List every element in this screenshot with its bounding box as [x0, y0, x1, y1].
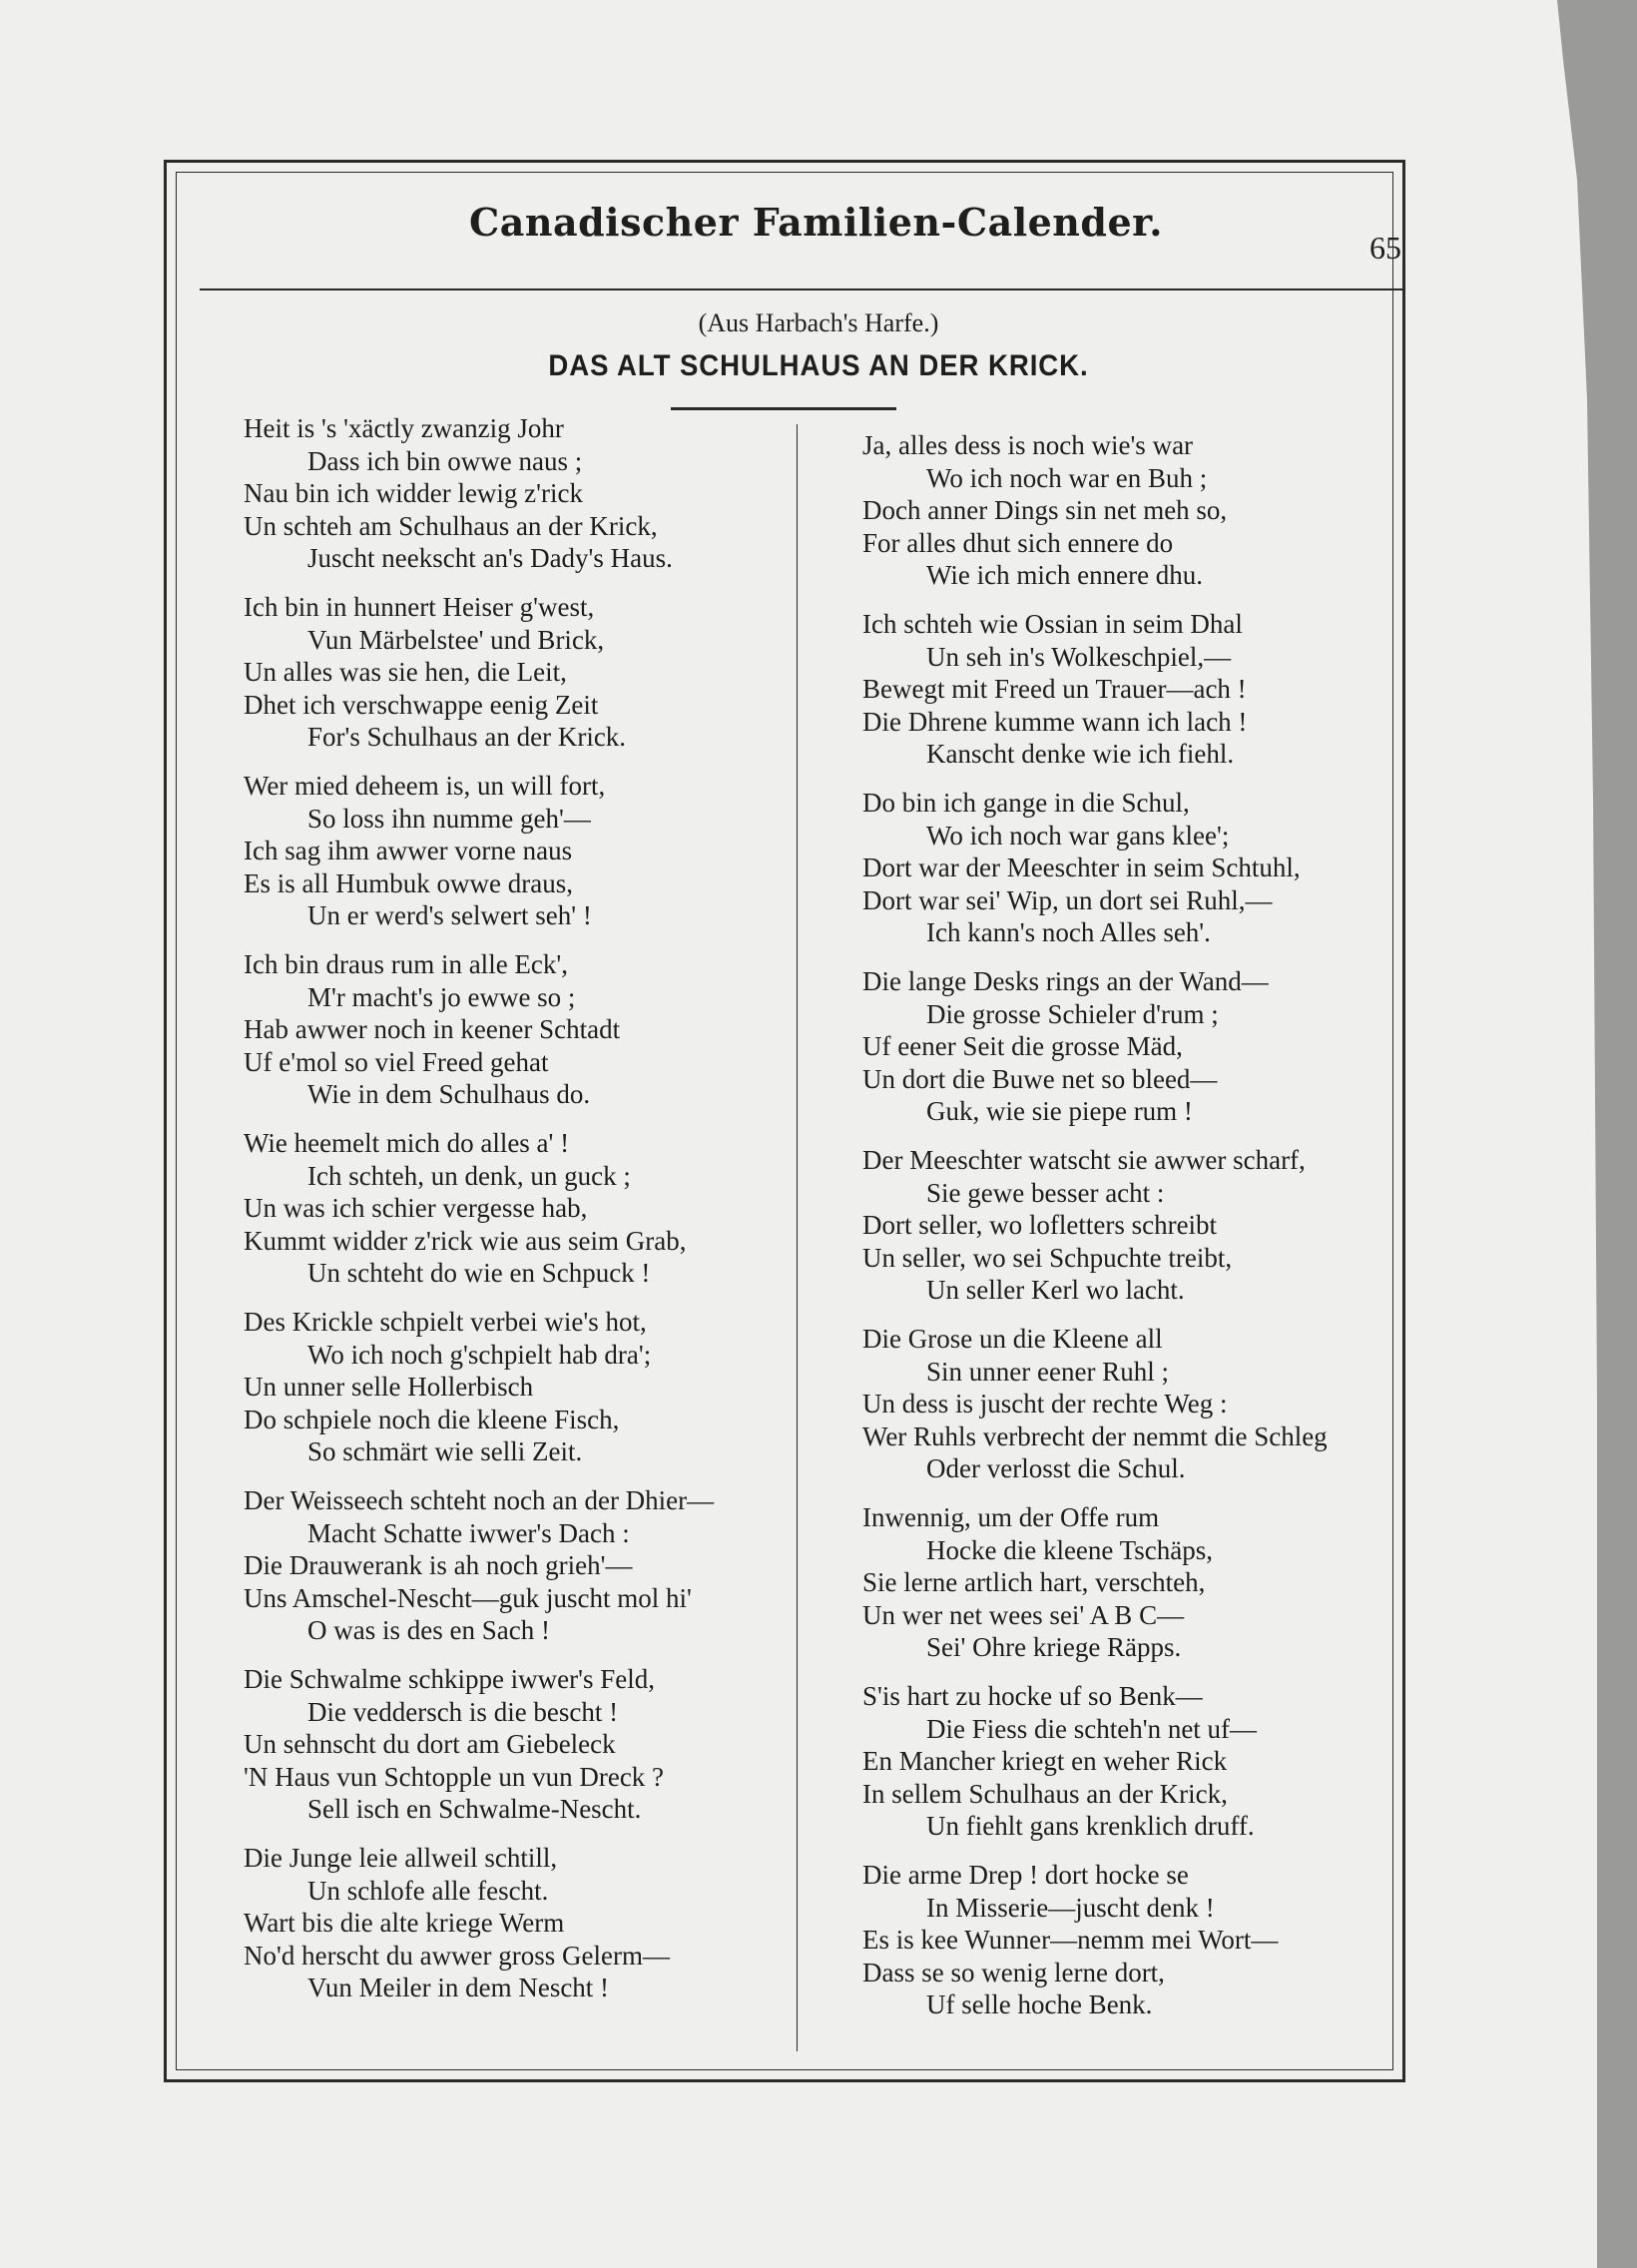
stanza: [244, 770, 783, 932]
stanza: [244, 412, 783, 575]
poem-line: Der Meeschter watscht sie awwer scharf,: [862, 1145, 1306, 1175]
poem-line: Die Junge leie allweil schtill,: [244, 1843, 558, 1873]
stanza: [244, 948, 783, 1111]
poem-line: Ja, alles dess is noch wie's war: [862, 430, 1194, 460]
poem-line: Der Weisseech schteht noch an der Dhier—: [244, 1485, 715, 1515]
stanza: [862, 429, 1401, 592]
poem-line: Es is all Humbuk owwe draus,: [244, 867, 573, 898]
poem-line: Oder verlosst die Schul.: [926, 1453, 1186, 1483]
poem-line: Macht Schatte iwwer's Dach :: [307, 1517, 630, 1548]
poem-line: Es is kee Wunner—nemm mei Wort—: [862, 1925, 1279, 1955]
poem-line: Die arme Drep ! dort hocke se: [862, 1860, 1189, 1890]
poem-line: Juscht neekscht an's Dady's Haus.: [307, 543, 673, 573]
poem-line: Wie ich mich ennere dhu.: [926, 560, 1204, 590]
poem-line: Un seller, wo sei Schpuchte treibt,: [862, 1242, 1233, 1273]
poem-line: Ich bin in hunnert Heiser g'west,: [244, 592, 595, 622]
poem-line: Ich bin draus rum in alle Eck',: [244, 949, 569, 979]
poem-line: Hab awwer noch in keener Schtadt: [244, 1014, 621, 1044]
poem-line: Bewegt mit Freed un Trauer—ach !: [862, 674, 1247, 704]
poem-line: Ich kann's noch Alles seh'.: [926, 917, 1211, 947]
poem-line: O was is des en Sach !: [307, 1615, 550, 1645]
poem-line: Dort seller, wo lofletters schreibt: [862, 1210, 1218, 1240]
poem-line: Un wer net wees sei' A B C—: [862, 1599, 1185, 1630]
poem-line: Un seh in's Wolkeschpiel,—: [926, 641, 1232, 672]
stanza: [862, 608, 1401, 771]
poem-left-column: [244, 412, 783, 2020]
poem-line: For's Schulhaus an der Krick.: [307, 722, 627, 752]
poem-line: Heit is 's 'xäctly zwanzig Johr: [244, 413, 564, 443]
poem-line: Die Dhrene kumme wann ich lach !: [862, 706, 1248, 737]
poem-line: Die Grose un die Kleene all: [862, 1324, 1163, 1354]
poem-line: Wer mied deheem is, un will fort,: [244, 771, 606, 801]
column-divider: [797, 424, 798, 2051]
poem-line: Wo ich noch war en Buh ;: [926, 462, 1208, 493]
poem-line: Des Krickle schpielt verbei wie's hot,: [244, 1307, 647, 1337]
poem-line: Doch anner Dings sin net meh so,: [862, 495, 1228, 525]
poem-line: Dhet ich verschwappe eenig Zeit: [244, 689, 599, 720]
stanza: [244, 1306, 783, 1468]
header-rule: [200, 288, 1405, 290]
poem-line: Un fiehlt gans krenklich druff.: [926, 1811, 1255, 1841]
poem-line: Un dess is juscht der rechte Weg :: [862, 1389, 1228, 1418]
poem-line: Guk, wie sie piepe rum !: [926, 1096, 1193, 1126]
poem-line: 'N Haus vun Schtopple un vun Dreck ?: [244, 1761, 665, 1792]
poem-line: Un alles was sie hen, die Leit,: [244, 657, 567, 687]
poem-line: Uns Amschel-Nescht—guk juscht mol hi': [244, 1582, 692, 1613]
poem-line: Un was ich schier vergesse hab,: [244, 1193, 588, 1223]
stanza: [862, 1323, 1401, 1485]
poem-line: Sie lerne artlich hart, verschteh,: [862, 1567, 1206, 1597]
poem-line: Un schteht do wie en Schpuck !: [307, 1258, 651, 1288]
page-number: 65: [1369, 230, 1401, 266]
poem-line: Sei' Ohre kriege Räpps.: [926, 1632, 1182, 1662]
poem-line: Un seller Kerl wo lacht.: [926, 1275, 1185, 1305]
stanza: [244, 1127, 783, 1290]
running-header-title: Canadischer Familien-Calender.: [469, 200, 1163, 245]
poem-line: Wer Ruhls verbrecht der nemmt die Schleg: [862, 1420, 1328, 1451]
stanza: [862, 965, 1401, 1128]
stanza: [862, 787, 1401, 949]
poem-line: Vun Märbelstee' und Brick,: [307, 624, 605, 655]
poem-line: Wo ich noch war gans klee';: [926, 820, 1230, 850]
poem-line: Inwennig, um der Offe rum: [862, 1502, 1160, 1532]
poem-line: Dass ich bin owwe naus ;: [307, 445, 583, 476]
poem-line: Ich schteh, un denk, un guck ;: [307, 1160, 631, 1191]
poem-line: Die Schwalme schkippe iwwer's Feld,: [244, 1664, 656, 1694]
poem-line: Die Fiess die schteh'n net uf—: [926, 1713, 1258, 1744]
poem-line: Un er werd's selwert seh' !: [307, 900, 592, 930]
poem-line: M'r macht's jo ewwe so ;: [307, 981, 576, 1012]
poem-line: Kummt widder z'rick wie aus seim Grab,: [244, 1225, 687, 1256]
poem-line: Wart bis die alte kriege Werm: [244, 1908, 565, 1938]
poem-line: Un unner selle Hollerbisch: [244, 1372, 534, 1402]
poem-line: Un schlofe alle fescht.: [307, 1875, 549, 1906]
poem-title: DAS ALT SCHULHAUS AN DER KRICK.: [548, 349, 1089, 382]
poem-right-column: [862, 429, 1401, 2037]
stanza: [244, 591, 783, 754]
stanza: [244, 1484, 783, 1647]
poem-line: Wo ich noch g'schpielt hab dra';: [307, 1339, 652, 1370]
title-rule: [671, 407, 896, 410]
stanza: [244, 1663, 783, 1826]
poem-line: For alles dhut sich ennere do: [862, 527, 1174, 558]
poem-line: Vun Meiler in dem Nescht !: [307, 1973, 610, 2002]
poem-line: Sin unner eener Ruhl ;: [926, 1356, 1169, 1387]
poem-line: Die Drauwerank is ah noch grieh'—: [244, 1550, 633, 1580]
poem-line: Uf eener Seit die grosse Mäd,: [862, 1031, 1183, 1061]
stanza: [862, 1144, 1401, 1307]
poem-line: Dort war sei' Wip, un dort sei Ruhl,—: [862, 884, 1273, 915]
poem-line: Uf e'mol so viel Freed gehat: [244, 1046, 549, 1077]
poem-line: En Mancher kriegt en weher Rick: [862, 1746, 1228, 1776]
poem-line: Die veddersch is die bescht !: [307, 1696, 619, 1727]
stanza: [244, 1842, 783, 2004]
poem-line: So loss ihn numme geh'—: [307, 803, 591, 834]
poem-line: Hocke die kleene Tschäps,: [926, 1534, 1214, 1565]
poem-line: Wie heemelt mich do alles a' !: [244, 1128, 570, 1158]
poem-line: Dass se so wenig lerne dort,: [862, 1957, 1165, 1987]
stanza: [862, 1501, 1401, 1664]
poem-line: Die lange Desks rings an der Wand—: [862, 966, 1269, 996]
poem-line: No'd herscht du awwer gross Gelerm—: [244, 1940, 671, 1971]
poem-line: Die grosse Schieler d'rum ;: [926, 998, 1219, 1029]
poem-line: Uf selle hoche Benk.: [926, 1989, 1153, 2019]
poem-line: Wie in dem Schulhaus do.: [307, 1079, 591, 1109]
poem-line: Kanscht denke wie ich fiehl.: [926, 739, 1235, 769]
stanza: [862, 1680, 1401, 1843]
poem-source: (Aus Harbach's Harfe.): [698, 308, 939, 337]
poem-line: Do bin ich gange in die Schul,: [862, 788, 1190, 818]
poem-line: In Misserie—juscht denk !: [926, 1892, 1215, 1923]
poem-line: S'is hart zu hocke uf so Benk—: [862, 1681, 1203, 1711]
poem-line: Nau bin ich widder lewig z'rick: [244, 478, 584, 508]
poem-line: Ich schteh wie Ossian in seim Dhal: [862, 609, 1243, 639]
poem-line: Dort war der Meeschter in seim Schtuhl,: [862, 852, 1301, 882]
stanza: [862, 1859, 1401, 2021]
poem-line: Un sehnscht du dort am Giebeleck: [244, 1729, 616, 1759]
poem-line: Do schpiele noch die kleene Fisch,: [244, 1404, 620, 1434]
poem-line: Sell isch en Schwalme-Nescht.: [307, 1794, 642, 1824]
poem-line: Un schteh am Schulhaus an der Krick,: [244, 510, 658, 541]
poem-line: In sellem Schulhaus an der Krick,: [862, 1778, 1228, 1809]
poem-line: Un dort die Buwe net so bleed—: [862, 1063, 1218, 1094]
poem-line: Ich sag ihm awwer vorne naus: [244, 836, 573, 865]
poem-line: So schmärt wie selli Zeit.: [307, 1436, 583, 1466]
poem-line: Sie gewe besser acht :: [926, 1177, 1165, 1208]
